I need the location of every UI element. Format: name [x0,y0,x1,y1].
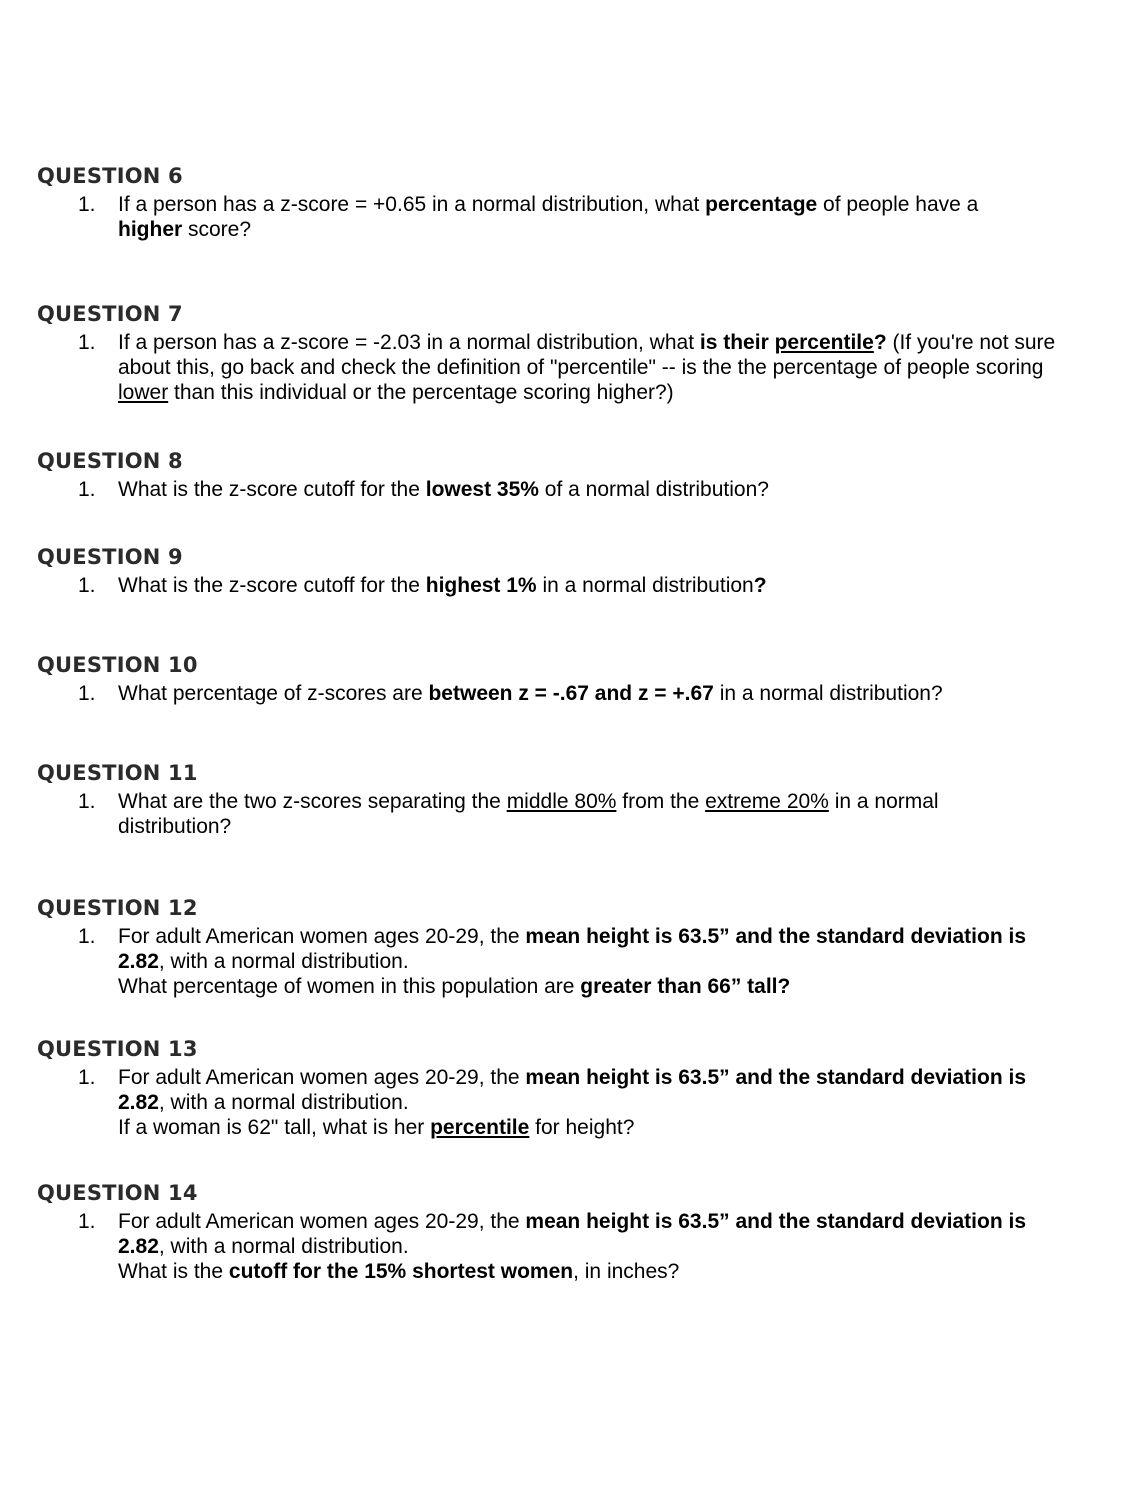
text-run: What is the z-score cutoff for the [118,478,426,501]
text-run: greater than 66” tall? [580,975,791,998]
text-run: What percentage of women in this population are [118,975,581,998]
text-run: of people have a [817,193,979,216]
text-run: cutoff for the 15% shortest women [228,1260,574,1283]
list-number: 1. [78,331,96,354]
text-run: middle 80% [506,790,617,813]
text-run: , with a normal distribution. [158,1235,409,1258]
question-text [118,681,1083,706]
question-heading: QUESTION 14 [37,1181,198,1205]
text-run: is their [699,331,775,354]
text-run: ? [873,331,887,354]
question-line [118,477,1083,502]
text-run: of a normal distribution? [538,478,769,501]
text-run: lowest 35% [425,478,539,501]
text-run: percentage [705,193,818,216]
text-run: highest 1% [425,574,537,597]
question-line [118,924,1073,974]
text-run: in a normal distribution? [713,682,943,705]
text-run: (If you're not sure about this, go back and check the definition of "percentile" -- is the the percentage of people scoring [118,331,1056,379]
text-run [775,331,874,354]
text-run: , with a normal distribution. [158,1091,409,1114]
question-text [118,789,1018,839]
text-run: from the [616,790,706,813]
question-text [118,477,1083,502]
question-line [118,330,1090,405]
text-run: score? [182,218,252,241]
question-heading: QUESTION 8 [37,449,183,473]
question-line [118,974,1073,999]
question-line [118,573,1083,598]
list-number: 1. [78,478,96,501]
text-run: between z = -.67 and z = +.67 [428,682,714,705]
list-number: 1. [78,1066,96,1089]
text-run: What are the two z-scores separating the [118,790,507,813]
text-run: ? [753,574,767,597]
question-heading: QUESTION 12 [37,896,198,920]
question-line [118,789,1018,839]
question-line [118,1065,1073,1115]
question-line [118,681,1083,706]
text-run: percentile [774,331,874,354]
list-number: 1. [78,790,96,813]
question-text [118,1209,1073,1284]
text-run: For adult American women ages 20-29, the [118,925,526,948]
text-run: If a person has a z-score = +0.65 in a normal distribution, what [118,193,706,216]
list-number: 1. [78,925,96,948]
text-run: percentile [430,1116,530,1139]
text-run: than this individual or the percentage scoring higher?) [168,381,674,404]
text-run: in a normal distribution [536,574,754,597]
text-run: lower [118,381,169,404]
question-heading: QUESTION 13 [37,1037,198,1061]
text-run: mean height is 63.5” and the standard deviation is 2.82 [118,1066,1027,1114]
list-number: 1. [78,1210,96,1233]
text-run: If a person has a z-score = -2.03 in a normal distribution, what [118,331,700,354]
question-heading: QUESTION 9 [37,545,183,569]
text-run: What is the z-score cutoff for the [118,574,426,597]
text-run [430,1116,529,1139]
question-line [118,1259,1073,1284]
text-run: extreme 20% [705,790,829,813]
question-heading: QUESTION 6 [37,164,183,188]
text-run: mean height is 63.5” and the standard deviation is 2.82 [118,1210,1027,1258]
text-run: For adult American women ages 20-29, the [118,1066,526,1089]
text-run: For adult American women ages 20-29, the [118,1210,526,1233]
question-line [118,1115,1073,1140]
text-run: for height? [529,1116,635,1139]
text-run: What percentage of z-scores are [118,682,429,705]
text-run: higher [118,218,183,241]
list-number: 1. [78,682,96,705]
question-text [118,330,1090,405]
question-text [118,573,1083,598]
list-number: 1. [78,574,96,597]
question-heading: QUESTION 11 [37,761,198,785]
question-text [118,1065,1073,1140]
question-text [118,924,1073,999]
list-number: 1. [78,193,96,216]
text-run: , with a normal distribution. [158,950,409,973]
text-run: What is the [118,1260,229,1283]
text-run: , in inches? [573,1260,680,1283]
question-heading: QUESTION 10 [37,653,198,677]
question-line [118,192,1033,242]
text-run: in a normal distribution? [118,790,939,838]
question-text [118,192,1033,242]
question-line [118,1209,1073,1259]
question-heading: QUESTION 7 [37,302,183,326]
text-run: mean height is 63.5” and the standard deviation is 2.82 [118,925,1027,973]
text-run: If a woman is 62" tall, what is her [118,1116,431,1139]
